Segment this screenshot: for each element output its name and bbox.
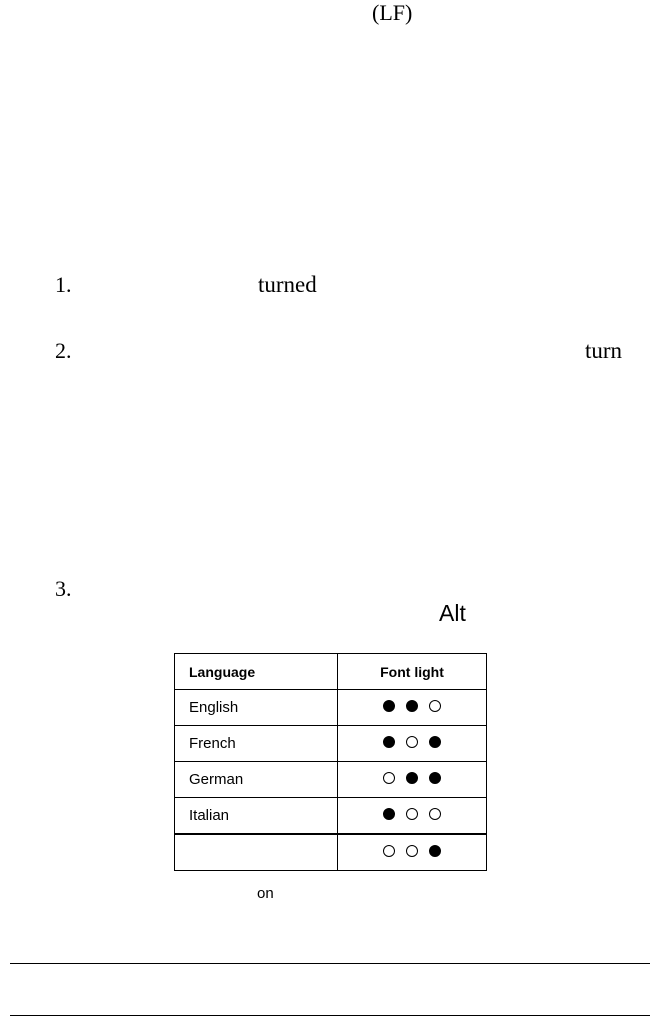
table-row <box>175 762 487 798</box>
step-1-number: 1. <box>55 272 72 297</box>
table-row <box>175 834 487 871</box>
step-2-word: turn <box>585 338 623 363</box>
language-cell: German <box>175 762 338 798</box>
light-indicators <box>383 808 441 820</box>
step-3-number: 3. <box>55 576 72 601</box>
filled-circle-icon <box>383 808 395 820</box>
table-row <box>175 798 487 835</box>
empty-circle-icon <box>406 736 418 748</box>
empty-circle-icon <box>429 808 441 820</box>
font-light-column-header: Font light <box>338 654 487 690</box>
step-1-word: turned <box>258 272 317 297</box>
filled-circle-icon <box>429 772 441 784</box>
filled-circle-icon <box>429 736 441 748</box>
table-header-row <box>175 654 487 690</box>
filled-circle-icon <box>383 736 395 748</box>
empty-circle-icon <box>383 772 395 784</box>
language-font-light-table <box>174 653 487 871</box>
table-row <box>175 690 487 726</box>
language-cell <box>175 834 338 871</box>
filled-circle-icon <box>429 845 441 857</box>
filled-circle-icon <box>383 700 395 712</box>
empty-circle-icon <box>406 845 418 857</box>
alt-key-label: Alt <box>439 600 466 626</box>
footnote-word: on <box>257 885 274 902</box>
font-light-cell <box>338 762 487 798</box>
filled-circle-icon <box>406 700 418 712</box>
font-light-cell <box>338 834 487 871</box>
light-indicators <box>383 772 441 784</box>
light-indicators <box>383 736 441 748</box>
table-row <box>175 726 487 762</box>
filled-circle-icon <box>406 772 418 784</box>
font-light-cell <box>338 798 487 835</box>
step-2-number: 2. <box>55 338 72 363</box>
light-indicators <box>383 845 441 857</box>
font-light-cell <box>338 726 487 762</box>
page-bottom-line <box>10 1015 650 1016</box>
empty-circle-icon <box>406 808 418 820</box>
language-cell: Italian <box>175 798 338 835</box>
page-divider-line <box>10 963 650 964</box>
light-indicators <box>383 700 441 712</box>
empty-circle-icon <box>429 700 441 712</box>
lf-key-label: (LF) <box>372 0 413 25</box>
language-column-header: Language <box>175 654 338 690</box>
language-cell: English <box>175 690 338 726</box>
empty-circle-icon <box>383 845 395 857</box>
language-cell: French <box>175 726 338 762</box>
font-light-cell <box>338 690 487 726</box>
